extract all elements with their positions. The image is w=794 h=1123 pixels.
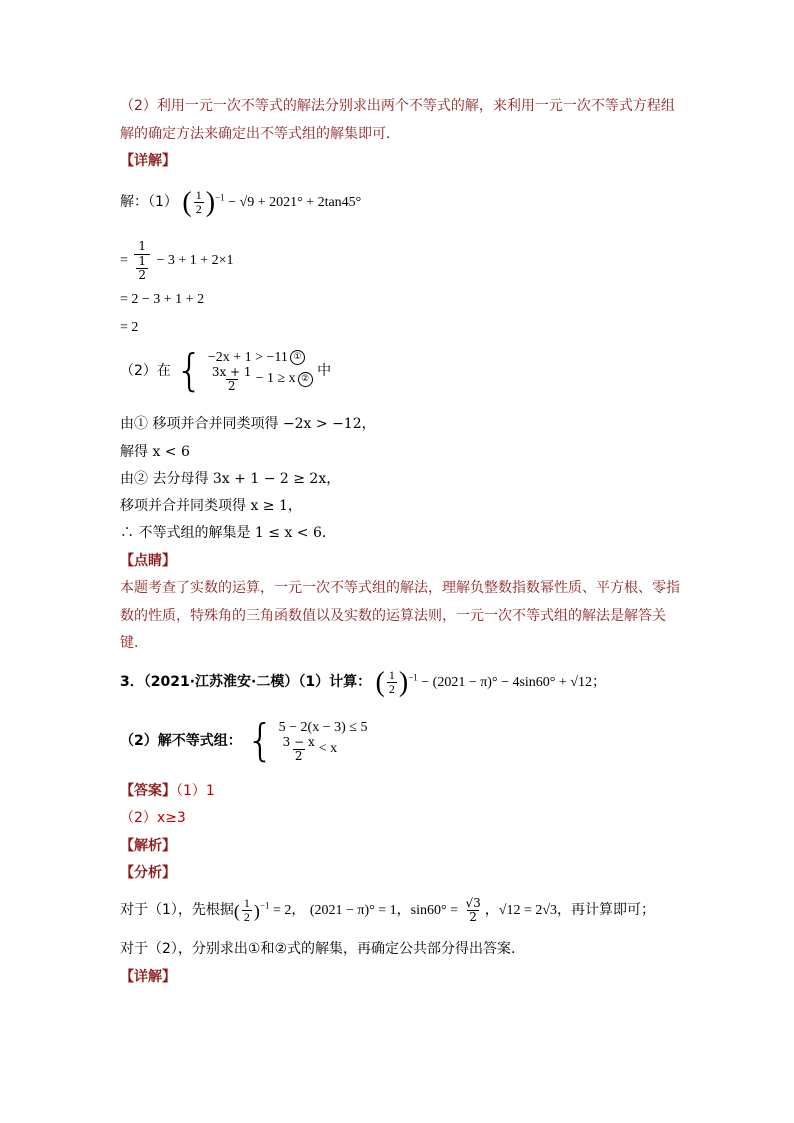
answer-2: （2）x≥3 (120, 810, 186, 826)
question-3-line (120, 664, 606, 701)
inequality-system-1: −2x + 1 > −11 ① $\frac{3x + 1}{2}$ − 1 ≥ x ② (208, 350, 313, 393)
question-3-prefix: 3．（2021·江苏淮安·二模）（1）计算： (120, 674, 372, 690)
intro-line-2: 解的确定方法来确定出不等式组的解集即可． (120, 126, 400, 142)
solution-expression-1 (120, 184, 361, 221)
expression-rest: − √9 + 2021° + 2tan45° (228, 195, 362, 210)
comment-line-2: 数的性质，特殊角的三角函数值以及实数的运算法则，一元一次不等式组的解法是解答关 (120, 608, 666, 624)
answer-1: （1）1 (176, 783, 215, 799)
analysis-heading: 【解析】 (120, 838, 176, 854)
step-therefore: ∴ 不等式组的解集是 1 ≤ x < 6． (120, 525, 336, 541)
inequality-system-2: 5 − 2(x − 3) ≤ 5 $\frac{3 - x}{2}$ < x (278, 719, 368, 763)
q3-expression-rest: − (2021 − π)° − 4sin60° + √12； (421, 675, 606, 690)
solution-step-3: = 2 (120, 320, 139, 335)
detail-heading: 【详解】 (120, 153, 176, 169)
fraction-power: ( $\frac{1}{2}$ )$^{-1}$ (182, 186, 225, 218)
answer-line (120, 781, 215, 801)
answer-heading: 【答案】 (120, 783, 176, 799)
fenxi-heading: 【分析】 (120, 865, 176, 881)
detail-heading-2: 【详解】 (120, 969, 176, 985)
comment-heading: 【点睛】 (120, 553, 176, 569)
solution-step-1: = $\frac{1}{\frac{1}{2}}$ − 3 + 1 + 2×1 (120, 239, 234, 282)
part2-system-line: （2）在 { −2x + 1 > −11 ① $\frac{3x + 1}{2}$ − 1 ≥ x ② 中 (120, 345, 332, 396)
comment-line-1: 本题考查了实数的运算，一元一次不等式组的解法，理解负整数指数幂性质、平方根、零指 (120, 580, 680, 596)
solution-step-2: = 2 − 3 + 1 + 2 (120, 292, 205, 307)
analysis-line-2: 对于（2），分别求出①和②式的解集，再确定公共部分得出答案. (120, 941, 516, 957)
solution-prefix: 解：（1） (120, 194, 178, 210)
step-from-2: 由② 去分母得 3x + 1 − 2 ≥ 2x， (120, 471, 341, 487)
comment-line-3: 键． (120, 635, 148, 651)
step-from-1: 由① 移项并合并同类项得 −2x > −12， (120, 416, 376, 432)
intro-line-1: （2）利用一元一次不等式的解法分别求出两个不等式的解，来利用一元一次不等式方程组 (120, 98, 675, 114)
nested-fraction: $\frac{1}{\frac{1}{2}}$ (134, 238, 150, 282)
step-solution-1: 解得 x < 6 (120, 444, 190, 460)
analysis-line-1: 对于（1），先根据( $\frac{1}{2}$ )$^{-1}$ = 2， (2021 − π)° = 1，sin60° = $\frac{√3}{2}$ ，√12 = 2√3，再计算即可； (120, 895, 656, 925)
step-move: 移项并合并同类项得 x ≥ 1， (120, 498, 302, 514)
q3-fraction-power: ( $\frac{1}{2}$ )$^{-1}$ (375, 666, 418, 698)
question-3-part2: （2）解不等式组： { 5 − 2(x − 3) ≤ 5 $\frac{3 - x}{2}$ < x (120, 715, 368, 766)
